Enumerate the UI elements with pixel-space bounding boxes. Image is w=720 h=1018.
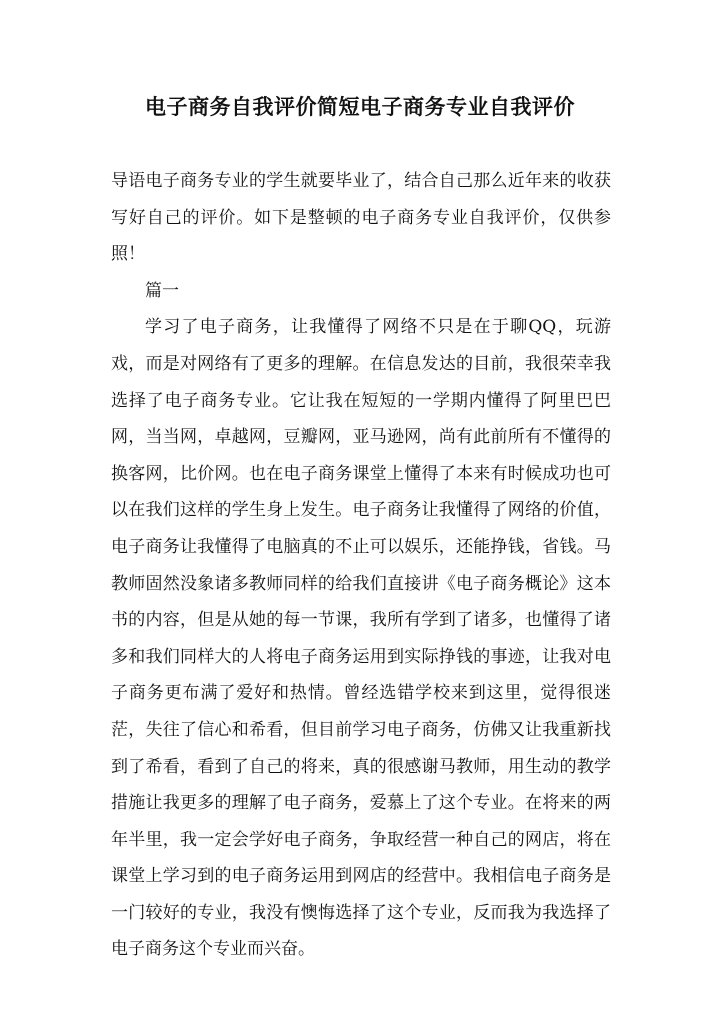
section-heading: 篇一: [145, 280, 179, 301]
body-paragraph: 学习了电子商务，让我懂得了网络不只是在于聊QQ，玩游戏，而是对网络有了更多的理解。在信息发达的目前，我很荣幸我选择了电子商务专业。它让我在短短的一学期内懂得了阿里巴巴网，当当网，卓越网，豆瓣网，亚马逊网，尚有此前所有不懂得的换客网，比价网。也在电子商务课堂上懂得了本来有时候成功也可以在我们这样的学生身上发生。电子商务让我懂得了网络的价值，电子商务让我懂得了电脑真的不止可以娱乐，还能挣钱，省钱。马教师固然没象诸多教师同样的给我们直接讲《电子商务概论》这本书的内容，但是从她的每一节课，我所有学到了诸多，也懂得了诸多和我们同样大的人将电子商务运用到实际挣钱的事迹，让我对电子商务更布满了爱好和热情。曾经选错学校来到这里，觉得很迷茫，失往了信心和希看，但目前学习电子商务，仿佛又让我重新找到了希看，看到了自己的将来，真的很感谢马教师，用生动的教学措施让我更多的理解了电子商务，爱慕上了这个专业。在将来的两年半里，我一定会学好电子商务，争取经营一种自己的网店，将在课堂上学习到的电子商务运用到网店的经营中。我相信电子商务是一门较好的专业，我没有懊悔选择了这个专业，反而我为我选择了电子商务这个专业而兴奋。: [111, 317, 611, 960]
document-body: [111, 163, 611, 968]
intro-paragraph: 导语电子商务专业的学生就要毕业了，结合自己那么近年来的收获写好自己的评价。如下是整顿的电子商务专业自我评价，仅供参照！: [111, 171, 611, 265]
document-title: 电子商务自我评价简短电子商务专业自我评价: [145, 94, 575, 119]
